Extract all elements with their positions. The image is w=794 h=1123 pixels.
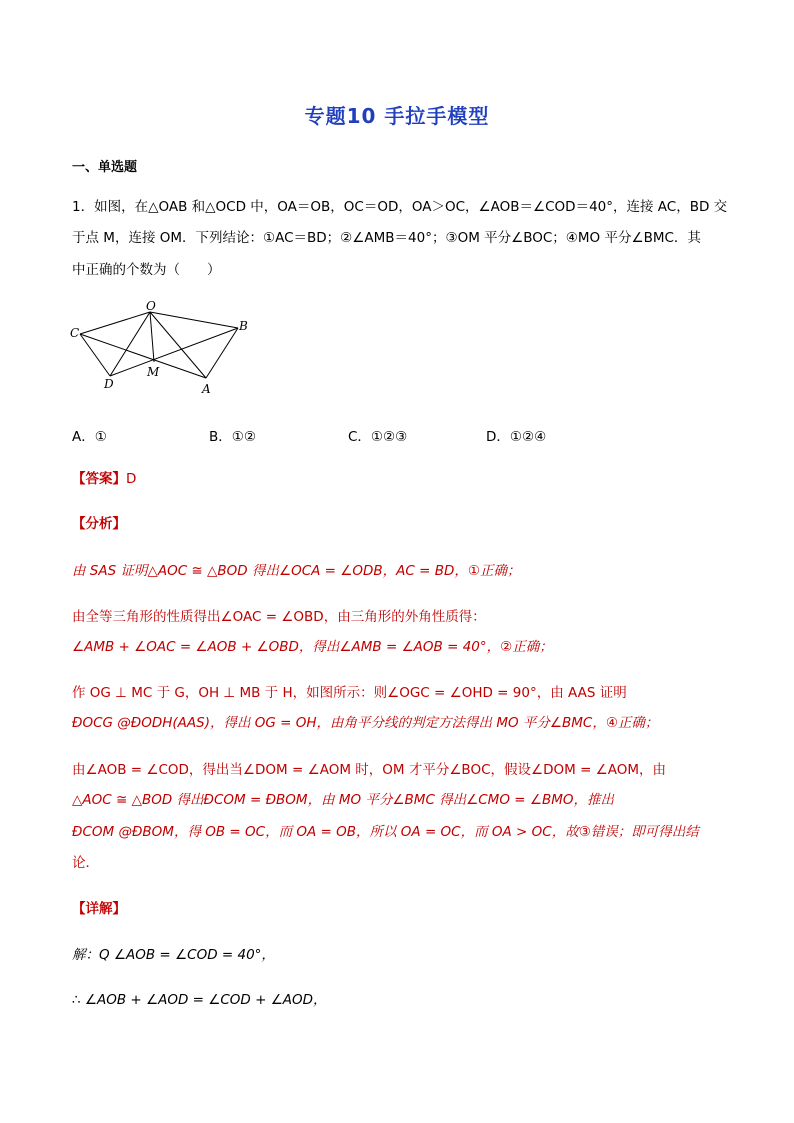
- label-C: C: [70, 326, 80, 340]
- segment-OD: [110, 312, 150, 376]
- option-b[interactable]: B．①②: [209, 429, 256, 445]
- analysis-line-5: ÐOCG @ÐODH(AAS)，得出 OG = OH，由角平分线的判定方法得出 MO 平分∠BMC，④正确；: [72, 715, 659, 731]
- question-text-line-1: 1．如图，在△OAB 和△OCD 中，OA＝OB，OC＝OD，OA＞OC，∠AOB＝∠COD＝40°，连接 AC，BD 交: [72, 199, 728, 215]
- analysis-line-7: △AOC ≅ △BOD 得出ÐCOM = ÐBOM，由 MO 平分∠BMC 得出∠CMO = ∠BMO，推出: [72, 792, 614, 808]
- label-B: B: [239, 319, 248, 333]
- answer-heading: 【答案】: [72, 471, 126, 487]
- answer-value: D: [126, 471, 137, 487]
- label-A: A: [202, 382, 211, 396]
- analysis-line-2: 由全等三角形的性质得出∠OAC = ∠OBD，由三角形的外角性质得：: [72, 609, 486, 625]
- segment-OB: [150, 312, 238, 328]
- option-c[interactable]: C．①②③: [348, 429, 408, 445]
- segment-OM: [150, 312, 154, 362]
- label-D: D: [104, 377, 114, 391]
- detail-line-1: 解：Q ∠AOB = ∠COD = 40°，: [72, 947, 275, 963]
- geometry-figure: [68, 300, 258, 400]
- option-a[interactable]: A．①: [72, 429, 107, 445]
- analysis-line-3: ∠AMB + ∠OAC = ∠AOB + ∠OBD，得出∠AMB = ∠AOB = 40°，②正确；: [72, 639, 553, 655]
- analysis-heading: 【分析】: [72, 516, 126, 532]
- detail-line-2: ∴ ∠AOB + ∠AOD = ∠COD + ∠AOD，: [72, 992, 327, 1008]
- segment-BA: [206, 328, 238, 378]
- page-title: 专题10 手拉手模型: [304, 104, 490, 128]
- answer-line: [72, 469, 136, 489]
- analysis-line-1: 由 SAS 证明△AOC ≅ △BOD 得出∠OCA = ∠ODB，AC = BD，①正确；: [72, 563, 521, 579]
- analysis-line-9: 论．: [72, 855, 99, 871]
- analysis-line-8: ÐCOM @ÐBOM，得 OB = OC，而 OA = OB，所以 OA = OC，而 OA > OC，故③错误；即可得出结: [72, 824, 699, 840]
- question-text-line-3: 中正确的个数为（ ）: [72, 262, 221, 278]
- segment-CO: [80, 312, 150, 334]
- section-heading: 一、单选题: [72, 160, 138, 175]
- detail-heading: 【详解】: [72, 901, 126, 917]
- option-d[interactable]: D．①②④: [486, 429, 547, 445]
- analysis-line-6: 由∠AOB = ∠COD，得出当∠DOM = ∠AOM 时，OM 才平分∠BOC，假设∠DOM = ∠AOM，由: [72, 762, 667, 778]
- label-M: M: [147, 365, 160, 379]
- analysis-line-4: 作 OG ⊥ MC 于 G，OH ⊥ MB 于 H，如图所示：则∠OGC = ∠OHD = 90°，由 AAS 证明: [72, 685, 627, 701]
- segment-CD: [80, 334, 110, 376]
- segment-DB: [110, 328, 238, 376]
- question-text-line-2: 于点 M，连接 OM．下列结论：①AC＝BD；②∠AMB＝40°；③OM 平分∠BOC；④MO 平分∠BMC．其: [72, 230, 701, 246]
- label-O: O: [146, 300, 156, 313]
